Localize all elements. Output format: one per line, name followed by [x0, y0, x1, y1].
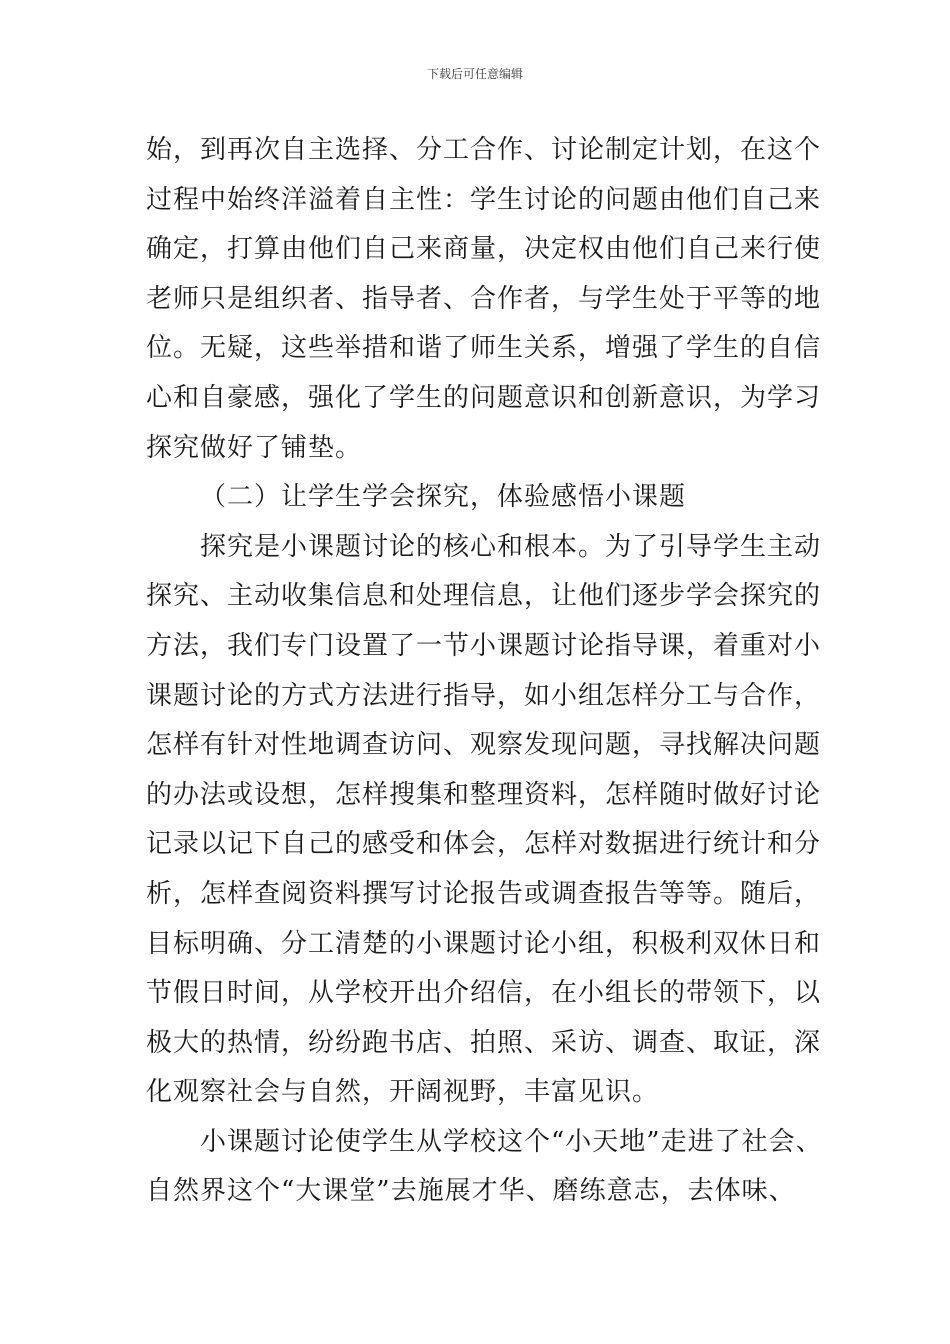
text-line: 老师只是组织者、指导者、合作者，与学生处于平等的地	[146, 283, 822, 314]
body-text	[146, 126, 836, 1217]
text-line: 课题讨论的方式方法进行指导，如小组怎样分工与合作，	[146, 680, 822, 711]
text-line: 自然界这个“大课堂”去施展才华、磨练意志，去体味、	[146, 1176, 796, 1207]
text-line: 探究做好了铺垫。	[146, 432, 363, 463]
text-line: 探究是小课题讨论的核心和根本。为了引导学生主动	[200, 531, 822, 562]
text-line: 节假日时间，从学校开出介绍信，在小组长的带领下，以	[146, 978, 822, 1009]
text-line: 探究、主动收集信息和处理信息，让他们逐步学会探究的	[146, 581, 822, 612]
text-line: 方法，我们专门设置了一节小课题讨论指导课，着重对小	[146, 630, 822, 661]
text-line: 记录以记下自己的感受和体会，怎样对数据进行统计和分	[146, 829, 822, 860]
text-line: （二）让学生学会探究，体验感悟小课题	[200, 482, 687, 513]
page-header: 下载后可任意编辑	[426, 67, 523, 81]
text-line: 位。无疑，这些举措和谐了师生关系，增强了学生的自信	[146, 333, 822, 364]
text-line: 极大的热情，纷纷跑书店、拍照、采访、调查、取证，深	[146, 1027, 822, 1058]
text-line: 析，怎样查阅资料撰写讨论报告或调查报告等等。随后，	[146, 878, 822, 909]
text-line: 确定，打算由他们自己来商量，决定权由他们自己来行使	[146, 234, 822, 265]
text-line: 始，到再次自主选择、分工合作、讨论制定计划，在这个	[146, 135, 822, 165]
text-line: 小课题讨论使学生从学校这个“小天地”走进了社会、	[200, 1126, 823, 1157]
text-line: 化观察社会与自然，开阔视野，丰富见识。	[146, 1077, 660, 1108]
text-line: 的办法或设想，怎样搜集和整理资料，怎样随时做好讨论	[146, 779, 822, 810]
text-line: 目标明确、分工清楚的小课题讨论小组，积极利双休日和	[146, 928, 822, 959]
text-line: 心和自豪感，强化了学生的问题意识和创新意识，为学习	[146, 382, 822, 413]
text-line: 过程中始终洋溢着自主性：学生讨论的问题由他们自己来	[146, 184, 822, 215]
text-line: 怎样有针对性地调查访问、观察发现问题，寻找解决问题	[146, 730, 822, 761]
